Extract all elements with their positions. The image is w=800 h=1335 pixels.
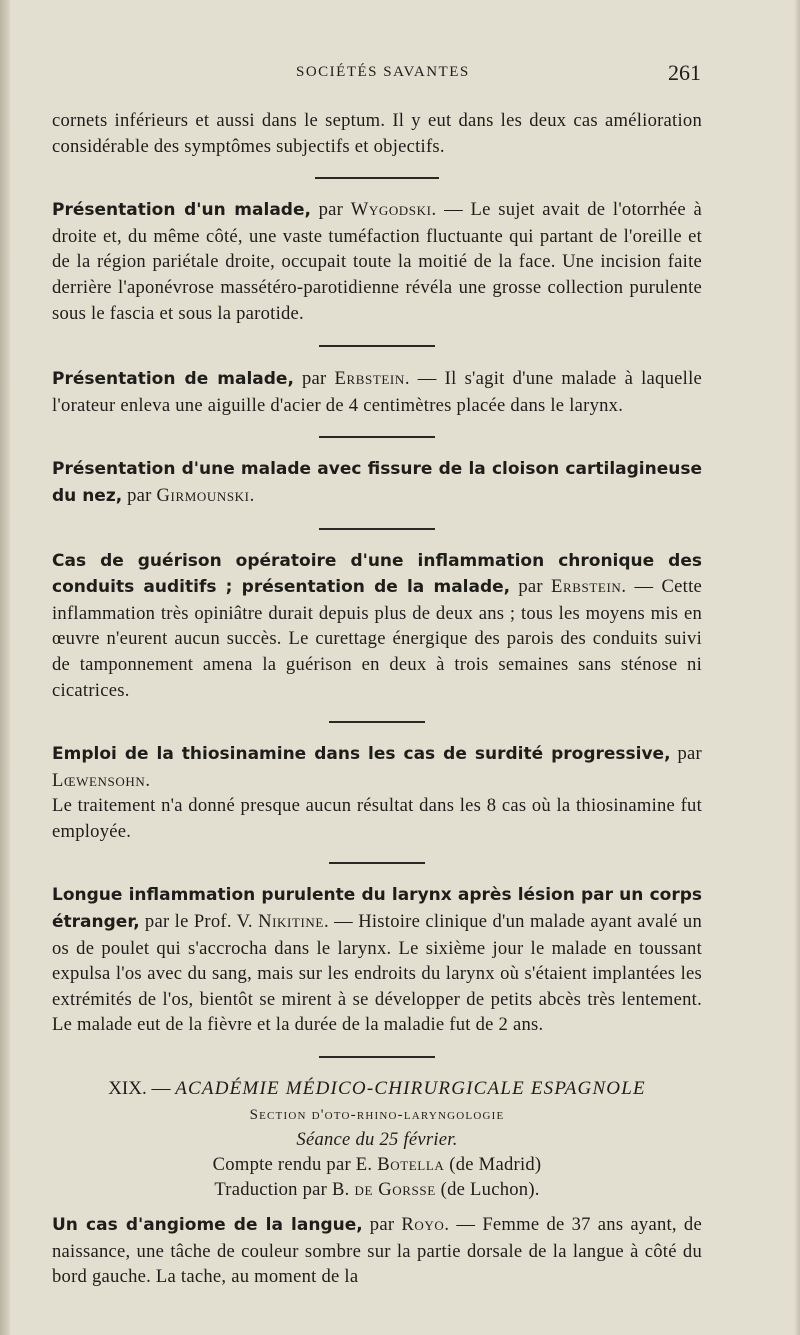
translation-prefix: Traduction par B. xyxy=(214,1179,355,1201)
entry-title: Longue inflammation purulente du larynx après lésion par un corps étranger, xyxy=(52,885,702,933)
entry-loewensohn-body: Le traitement n'a donné presque aucun résultat dans les 8 cas où la thiosinamine fut employée. xyxy=(52,795,702,842)
entry-text: . — Femme de 37 ans ayant, de naissance, une tâche de couleur sombre sur la partie dorsale de la langue à côté du bord gauche. La tache, au moment de la xyxy=(52,1214,702,1288)
page-body xyxy=(52,108,702,1290)
entry-erbstein-2 xyxy=(52,548,702,704)
report-prefix: Compte rendu par E. xyxy=(212,1154,378,1176)
entry-text: . xyxy=(145,769,151,791)
section-subtitle: Section d'oto-rhino-laryngologie xyxy=(249,1107,505,1124)
report-author: Botella xyxy=(377,1154,445,1176)
page-binding-edge xyxy=(0,0,10,1335)
entry-text: . — Cette inflammation très opiniâtre durait depuis plus de deux ans ; tous les moyens mis en œuvre n'eurent aucun succès. Le curettage énergique des parois des conduits suivi de tamponnement amena la guérison en deux à trois semaines sans sténose ni cicatrices. xyxy=(52,576,702,701)
entry-title: Cas de guérison opératoire d'une inflammation chronique des conduits auditifs ; présentation de la malade, xyxy=(52,550,702,598)
entry-by: par xyxy=(670,743,703,765)
section-title: ACADÉMIE MÉDICO-CHIRURGICALE ESPAGNOLE xyxy=(175,1078,646,1100)
translation-credit xyxy=(52,1177,702,1202)
entry-wygodski xyxy=(52,197,702,326)
running-head: SOCIÉTÉS SAVANTES xyxy=(296,64,470,80)
report-suffix: (de Madrid) xyxy=(444,1154,542,1176)
entry-by: par xyxy=(362,1214,402,1236)
entry-by: par xyxy=(122,484,157,506)
entry-title: Présentation d'un malade, xyxy=(52,200,311,221)
section-number: XIX. — xyxy=(108,1078,176,1100)
entry-title: Emploi de la thiosinamine dans les cas de surdité progressive, xyxy=(52,744,671,765)
entry-title: Présentation de malade, xyxy=(52,369,294,390)
section-subtitle-line xyxy=(52,1102,702,1127)
translation-suffix: (de Luchon). xyxy=(435,1179,540,1201)
entry-by: par le Prof. V. xyxy=(139,911,259,933)
entry-loewensohn xyxy=(52,741,702,793)
entry-author: Erbstein xyxy=(551,576,622,598)
page-number: 261 xyxy=(668,60,701,85)
entry-title: Présentation d'une malade avec fissure de la cloison cartilagineuse du nez, xyxy=(52,459,702,506)
entry-by: par xyxy=(293,368,335,390)
entry-girmounski xyxy=(52,456,702,509)
entry-royo xyxy=(52,1212,702,1290)
page-right-edge xyxy=(794,0,800,1335)
page-header xyxy=(0,62,800,88)
entry-text: . — Histoire clinique d'un malade ayant avalé un os de poulet qui s'accrocha dans le larynx. Le sixième jour le malade en toussant expulsa l'os avec du sang, mais sur les endroits du larynx où s'étaient implantées les extrémités de l'os, bientôt se mirent à se développer de petits abcès très lentement. Le malade eut de la fièvre et la durée de la maladie fut de 2 ans. xyxy=(52,911,702,1036)
entry-nikitine xyxy=(52,882,702,1038)
paragraph-continuation: cornets inférieurs et aussi dans le septum. Il y eut dans les deux cas amélioration considérable des symptômes subjectifs et objectifs. xyxy=(52,110,702,157)
entry-author: Erbstein xyxy=(334,368,405,390)
entry-text: . — Le sujet avait de l'otorrhée à droite et, du même côté, une vaste tuméfaction fluctuante qui partant de l'oreille et de la région pariétale droite, occupait toute la moitié de la face. Une incision faite derrière l'aponévrose massétéro-parotidienne révéla une grosse collection purulente sous le fascia et sous la parotide. xyxy=(52,199,702,324)
entry-title: Un cas d'angiome de la langue, xyxy=(52,1215,363,1236)
entry-text: . xyxy=(249,484,255,506)
entry-text: . — Il s'agit d'une malade à laquelle l'orateur enleva une aiguille d'acier de 4 centimètres placée dans le larynx. xyxy=(52,368,702,416)
entry-author: Wygodski xyxy=(350,199,432,221)
entry-author: Royo xyxy=(401,1214,445,1236)
translation-author: de Gorsse xyxy=(354,1179,436,1201)
section-heading xyxy=(52,1076,702,1102)
report-credit xyxy=(52,1152,702,1177)
session-date: Séance du 25 février. xyxy=(296,1129,458,1151)
entry-author: Nikitine xyxy=(258,911,324,933)
entry-author: Girmounski xyxy=(156,484,250,506)
entry-author: Lœwensohn xyxy=(52,769,146,791)
entry-by: par xyxy=(510,576,552,598)
entry-by: par xyxy=(310,199,351,221)
entry-erbstein-1 xyxy=(52,366,702,418)
